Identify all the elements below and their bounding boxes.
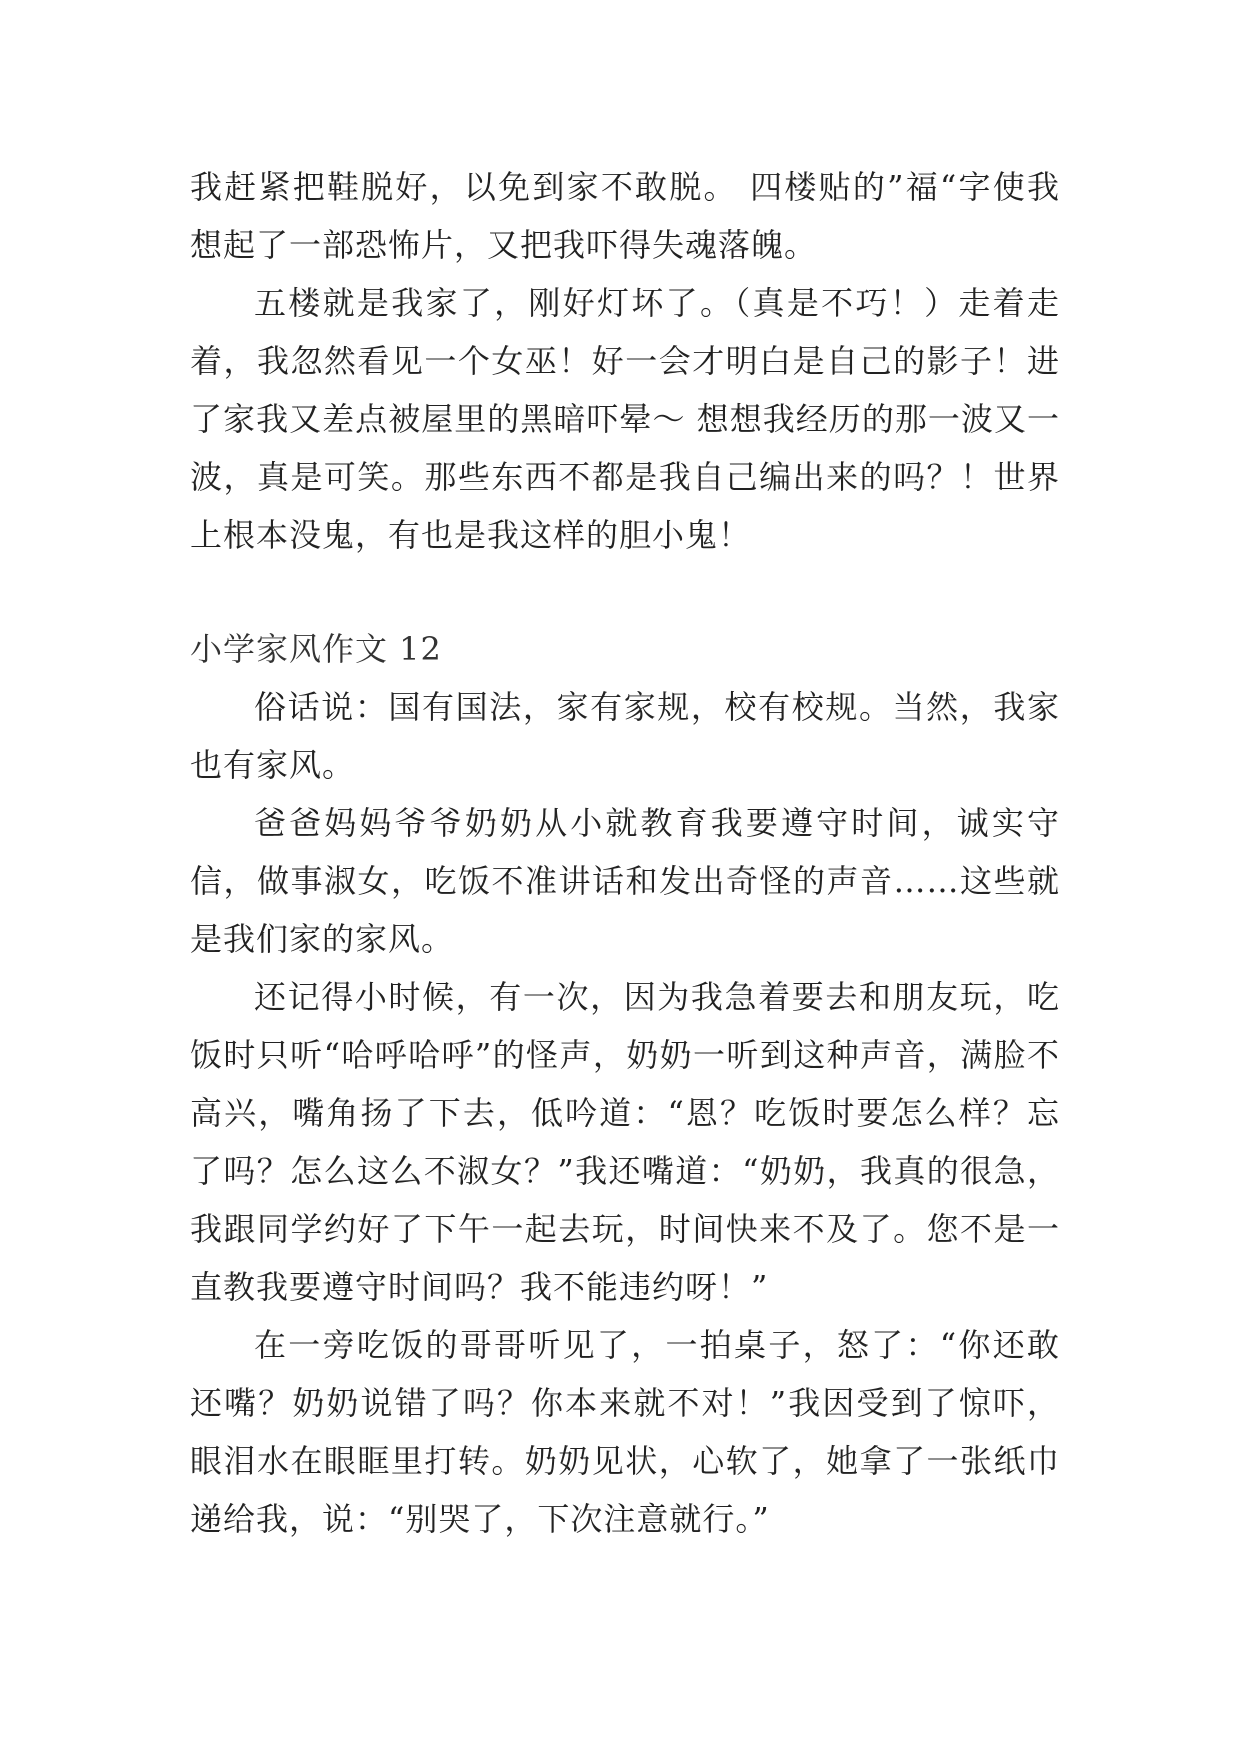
section-spacer bbox=[190, 564, 1060, 620]
paragraph: 在一旁吃饭的哥哥听见了，一拍桌子，怒了：“你还敢还嘴？奶奶说错了吗？你本来就不对！”我因受到了惊吓，眼泪水在眼眶里打转。奶奶见状，心软了，她拿了一张纸巾递给我，说：“别哭了，下次注意就行。” bbox=[190, 1326, 1060, 1538]
paragraph: 俗话说：国有国法，家有家规，校有校规。当然，我家也有家风。 bbox=[190, 688, 1060, 784]
paragraph: 还记得小时候，有一次，因为我急着要去和朋友玩，吃饭时只听“哈呼哈呼”的怪声，奶奶一听到这种声音，满脸不高兴，嘴角扬了下去，低吟道：“恩？吃饭时要怎么样？忘了吗？怎么这么不淑女？”我还嘴道：“奶奶，我真的很急，我跟同学约好了下午一起去玩，时间快来不及了。您不是一直教我要遵守时间吗？我不能违约呀！” bbox=[190, 978, 1060, 1306]
paragraph-continued: 我赶紧把鞋脱好，以免到家不敢脱。 四楼贴的”福“字使我想起了一部恐怖片，又把我吓得失魂落魄。 bbox=[190, 168, 1060, 264]
paragraph: 爸爸妈妈爷爷奶奶从小就教育我要遵守时间，诚实守信，做事淑女，吃饭不准讲话和发出奇怪的声音……这些就是我们家的家风。 bbox=[190, 804, 1060, 958]
paragraph: 五楼就是我家了，刚好灯坏了。（真是不巧！）走着走着，我忽然看见一个女巫！好一会才明白是自己的影子！进了家我又差点被屋里的黑暗吓晕～ 想想我经历的那一波又一波，真是可笑。那些东西不都是我自己编出来的吗？！世界上根本没鬼，有也是我这样的胆小鬼！ bbox=[190, 284, 1060, 554]
section-title: 小学家风作文 12 bbox=[190, 630, 442, 668]
document-body bbox=[190, 158, 1060, 1548]
